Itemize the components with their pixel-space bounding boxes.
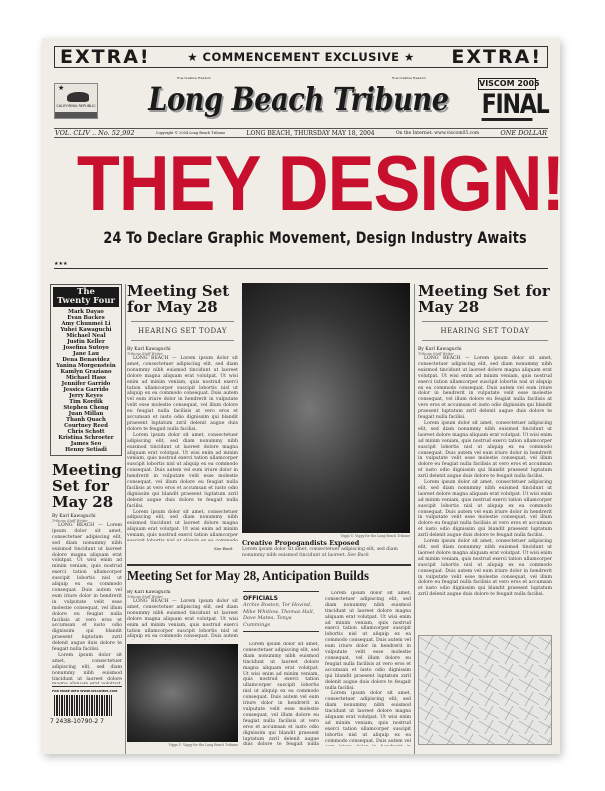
name-item: Kristina Schroeter [58,435,114,441]
article-kicker: HEARING SET TODAY [131,321,234,341]
byline: By Karl Kawaguchi Tribune Staff Writer [52,514,96,523]
name-item: Stephen Cheng [63,405,109,411]
see-back: See Back [214,546,233,551]
internet: On the Internet: www.viscom05.com [395,130,480,136]
flag-bar [55,112,97,118]
name-item: Chris Schott [67,429,105,435]
officials-box [243,591,319,632]
name-item: Michael Neal [66,333,106,339]
name-item: Kamlyn Graziano [60,369,112,375]
price: ONE DOLLAR [500,129,547,137]
twenty-four-box [50,284,122,456]
extra-right: EXTRA! [451,46,542,68]
article-text: LONG BEACH — Lorem ipsum dolor sit amet, consectetuer adipiscing elit, sed diam nonummy nibh euismod tincidunt ut laoreet dolore magna aliquam erat volutpat. Ut wisi enim ad minim veniam, quis nostrud exerci tation ullamcorper suscipit lobortis nisl ut aliquip ex ea commodo consequat. Duis autem vel eum iriure dolor in hendrerit in vulputate velit esse molestie consequat, vel illum dolore eu feugiat nulla facilisis at vero eros et accumsan et iusto odio dignissim qui blandit praesent luptatum zzril delenit augue duis dolore te feugait nulla facilisi. [418,356,552,421]
name-item: Josefina Sutoyo [63,345,109,351]
article-left [52,462,122,684]
commencement-exclusive: ★ COMMENCEMENT EXCLUSIVE ★ [187,50,415,64]
name-item: Jane Lau [72,351,99,357]
caption-text: Lorem ipsum dolor sit amet, consectetuer adipiscing elit, sed diam nonummy nibh euismod tincidunt ut laoreet. See Back [242,547,398,558]
propaganda-photo [242,283,410,533]
divider [414,284,415,754]
article-text: LONG BEACH — Lorem ipsum dolor sit amet, consectetuer adipiscing elit, sed diam nonummy nibh euismod tincidunt ut laoreet dolore magna aliquam erat volutpat. Ut wisi enim ad minim veniam, quis nostrud exerci tation ullamcorper suscipit lobortis nisl ut aliquip ex ea commodo consequat. Duis autem [127,599,238,640]
tagline-left: True Creative Freedom [177,76,211,80]
name-item: Yuhei Kawaguchi [60,327,112,333]
article-text: Lorem ipsum dolor sit amet, consectetuer adipiscing elit, sed diam nonummy nibh euismod tincidunt ut laoreet dolore magna aliquam erat volutpat. Ut wisi enim ad minim veniam, quis nostrud exerci tation ullamcorper suscipit lobortis nisl ut aliquip ex ea commodo consequat. Duis autem vel eum iriure dolor in hendrerit in vulputate velit esse molestie consequat, vel illum dolore eu feugiat nulla facilisis at vero eros et accumsan et iusto odio dignissim qui blandit praesent luptatum zzril delenit augue duis dolore te feugait nulla facilisi. [418,480,552,539]
headline: THEY DESIGN! [76,139,565,227]
article-text: Lorem ipsum dolor sit amet, consectetuer adipiscing elit, sed diam nonummy nibh euismod tincidunt ut laoreet dolore magna aliquam erat volutpat. Ut wisi enim ad minim veniam, quis nostrud exerci tation ullamcorper suscipit lobortis nisl ut aliquip ex ea commodo consequat. Duis autem vel [325,691,411,744]
article-text: Lorem ipsum dolor sit amet, consectetuer adipiscing elit, sed diam nonummy nibh euismod tincidunt ut laoreet dolore magna aliquam erat volutpat. Ut wisi enim ad minim veniam, quis nostrud exerci tation ullamcorper suscipit lobortis nisl ut aliquip ex ea commodo consequat. Duis autem vel eum iriure dolor in hendrerit in vulputate velit esse molestie consequat, vel illum dolore eu feugiat nulla facilisis at vero eros et accumsan et iusto odio dignissim qui blandit praesent luptatum zzril delenit augue duis dolore te feugait nulla facilisi. [418,420,552,480]
officials-names: Archie Boston, Tor Hovind, Mike Whitlow, Thomas Hall, Dave Matea, Tonya Cummings [243,602,315,628]
flag-text: CALIFORNIA REPUBLIC [56,104,96,108]
masthead-title: Long Beach Tribune [148,80,449,118]
bottom-photo [127,644,238,742]
article-text: Lorem ipsum dolor sit amet, consectetuer adipiscing elit, sed diam nonummy nibh euismod tincidunt ut laoreet dolore magna aliquam erat volutpat. Ut wisi enim ad minim veniam, quis nostrud exerci tation ullamcorper suscipit lobortis nisl ut aliquip ex ea commodo consequat. Duis autem vel eum iriure dolor in hendrerit in vulputate velit esse molestie consequat, vel illum dolore eu feugiat nulla facilisis at vero eros et accumsan et iusto odio dignissim qui blandit praesent luptatum zzril delenit augue duis dolore te feugait nulla facilisi. [127,432,238,509]
california-flag-icon [54,83,98,119]
article-text: Lorem ipsum dolor sit amet, consectetuer adipiscing elit, sed diam nonummy nibh euismod tincidunt ut laoreet dolore magna aliquam erat volutpat. Ut wisi enim ad minim veniam, quis nostrud exerci tation ullamcorper suscipit lobortis nisl ut aliquip ex ea commodo consequat. Duis autem vel eum iriure dolor in hendrerit in vulputate velit esse molestie consequat, vel illum dolore eu feugiat nulla facilisis at vero eros et accumsan et iusto odio dignissim qui blandit praesent luptatum zzril delenit augue duis dolore te feugait nulla facilisi. [418,539,552,598]
name-item: Evan Backes [67,315,105,321]
name-item: Juan Millan [68,411,104,417]
name-item: Jennifer Garrido [61,381,111,387]
name-item: Thanh Quach [66,417,106,423]
volume: VOL. CLIV .. No. 52,992 [55,129,135,137]
tagline-right: True Creative Freedom [392,76,426,80]
final-badge: FINAL [481,89,549,120]
article-headline: Meeting Set for May 28 [52,462,122,511]
article-headline: Meeting Set for May 28 [127,283,230,316]
article-text: LONG BEACH — Lorem ipsum dolor sit amet, consectetuer adipiscing elit, sed diam nonummy nibh euismod tincidunt ut laoreet dolore magna aliquam erat volutpat. Ut wisi enim ad minim veniam, quis nostrud exerci tation ullamcorper suscipit lobortis nisl ut aliquip ex ea commodo consequat. Duis autem vel eum iriure dolor in hendrerit in vulputate velit esse molestie consequat, vel illum dolore eu feugiat nulla facilisis at vero eros et accumsan et iusto odio dignissim qui blandit praesent luptatum zzril delenit augue duis dolore te feugait nulla facilisi. [52,523,122,653]
article-text: Lorem ipsum dolor sit amet, consectetuer adipiscing elit, sed diam nonummy nibh euismod tincidunt ut laoreet dolore magna aliquam erat volutpat. Ut wisi enim ad minim veniam, quis nostrud exerci tation ullamcorper suscipit lobortis nisl ut aliquip ex ea commodo consequat. Duis autem vel eum iriure dolor in hendrerit in vulputate velit esse molestie consequat, vel illum dolore eu feugiat nulla facilisis at vero eros et accumsan et iusto odio dignissim qui blandit praesent luptatum zzril delenit augue duis dolore te feugait nulla [243,642,319,746]
divider [125,284,126,754]
subhead: 24 To Declare Graphic Movement, Design Industry Awaits [103,228,527,247]
byline: By Karl Kawaguchi Tribune Staff Writer [127,590,171,599]
byline: By Karl Kawaguchi Tribune Staff Writer [127,347,171,356]
name-item: Justin Keller [67,339,105,345]
divider [54,268,548,269]
article-kicker: HEARING SET TODAY [422,321,548,341]
extra-left: EXTRA! [60,46,151,68]
bear-icon [67,92,89,102]
name-item: Jerry Keyes [69,393,103,399]
bottom-headline: Meeting Set for May 28, Anticipation Builds [127,569,369,584]
article-text: Lorem ipsum dolor sit amet, consectetuer adipiscing elit, sed diam nonummy nibh euismod tincidunt ut laoreet dolore magna aliquam erat volutpat. Ut wisi enim ad minim veniam, quis nostrud exerci tation ullamcorper [127,509,238,539]
place-date: LONG BEACH, THURSDAY MAY 18, 2004 [246,129,375,137]
officials-title: OFFICIALS [243,595,278,602]
name-item: Henny Setiadi [65,447,107,453]
article-officials [243,642,319,746]
dateline [54,128,548,138]
newspaper-page [42,38,565,754]
barcode [54,695,112,716]
caption-title: Creative Propogandists Exposed [242,539,360,547]
stars: ★★★ [54,261,68,267]
name-item: Courtney Reed [64,423,108,429]
photo-caption [242,539,410,559]
article-headline: Meeting Set for May 28 [418,283,550,316]
names-list [53,309,119,453]
article-right [418,283,552,623]
name-item: Yanina Morgenstein [56,363,116,369]
photo-credit: Viggo U. Viggy for the Long Beach Tribune [340,534,410,538]
twenty-four-title: The Twenty Four [53,287,119,307]
photo-credit: Viggo U. Viggy for the Long Beach Tribune [168,743,238,747]
article-bottom [127,590,238,640]
article-main [127,283,238,541]
extra-banner [54,46,548,68]
name-item: Mark Dayao [68,309,104,315]
article-text: Lorem ipsum dolor sit amet, consectetuer adipiscing elit, sed diam nonummy nibh euismod tincidunt ut laoreet dolore [52,652,122,682]
name-item: Amy Chunmei Li [61,321,111,327]
edition-badge: VISCOM 2005 [479,79,540,88]
divider [52,686,122,687]
byline: By Karl Kawaguchi Tribune Staff Writer [418,347,462,356]
barcode-number: 7 2438-10790-2 7 [50,718,104,725]
article-text: Lorem ipsum dolor sit amet, consectetuer adipiscing elit, sed diam nonummy nibh euismod tincidunt ut laoreet dolore magna aliquam erat volutpat. Ut wisi enim ad minim veniam, quis nostrud exerci tation ullamcorper suscipit lobortis nisl ut aliquip ex ea commodo consequat. Duis autem vel eum iriure dolor in hendrerit in vulputate velit esse molestie consequat, vel illum dolore eu feugiat nulla facilisis at vero eros et accumsan et iusto odio dignissim qui blandit praesent luptatum zzril delenit augue duis dolore te feugait nulla facilisi. [325,591,411,691]
copyright: Copyright © 2004 Long Beach Tribune [155,131,226,135]
article-bottom-right [325,591,411,746]
divider [127,564,411,566]
barcode-header: FOR MORE INFO WWW.VISCOM05.COM [52,689,118,693]
name-item: Dena Benavidez [62,357,110,363]
star-icon: ★ [58,84,65,92]
name-item: Michael Hass [65,375,106,381]
name-item: Tim Kordik [69,399,103,405]
name-item: James Seo [70,441,102,447]
article-text: LONG BEACH — Lorem ipsum dolor sit amet, consectetuer adipiscing elit, sed diam nonummy nibh euismod tincidunt ut laoreet dolore magna aliquam erat volutpat. Ut wisi enim ad minim veniam, quis nostrud exerci tation ullamcorper suscipit lobortis nisl ut aliquip ex ea commodo consequat. Duis autem vel eum iriure dolor in hendrerit in vulputate velit esse molestie consequat, vel illum dolore eu feugiat nulla facilisis at vero eros et accumsan et iusto odio dignissim qui blandit praesent luptatum zzril delenit augue duis dolore te feugait nulla facilisi. [127,356,238,432]
name-item: Jessica Garrido [63,387,109,393]
street-map [418,635,552,745]
